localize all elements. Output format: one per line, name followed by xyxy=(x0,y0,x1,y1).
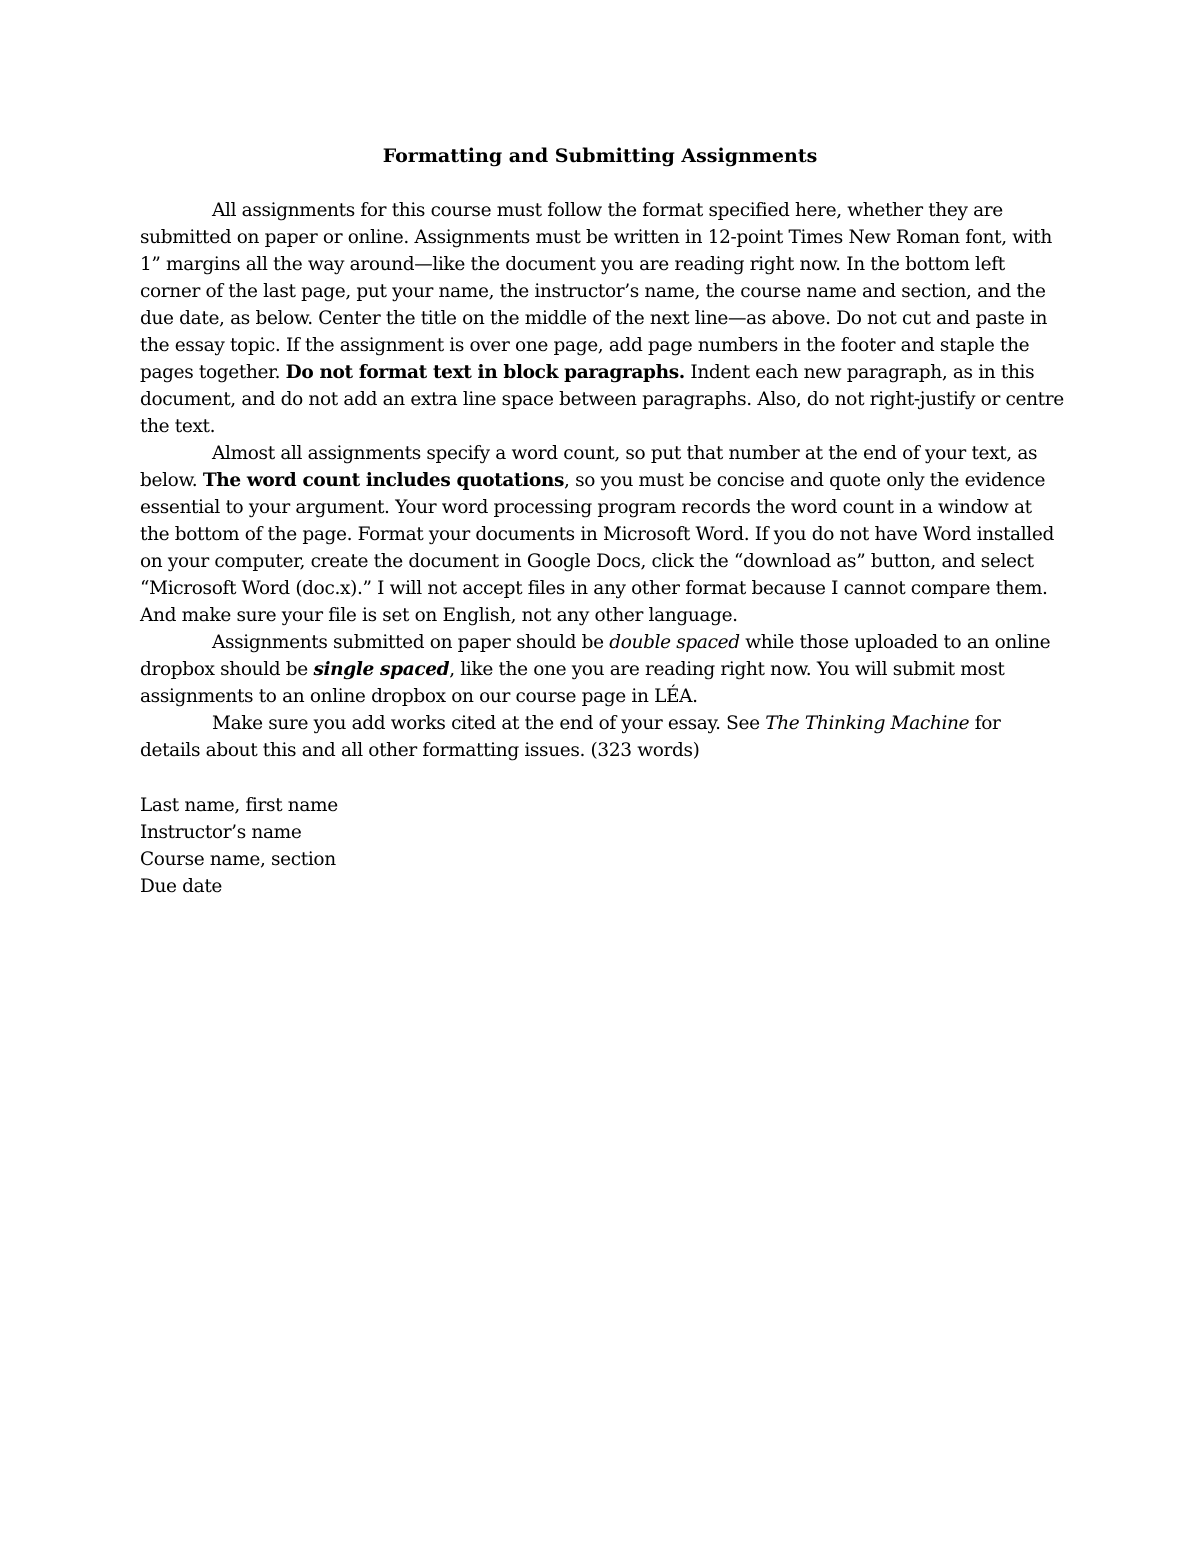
signature-name: Last name, first name xyxy=(140,795,338,816)
signature-course: Course name, section xyxy=(140,849,336,870)
paragraph-works-cited xyxy=(140,710,1065,764)
text-segment: Make sure you add works cited at the end of your essay. See xyxy=(212,713,766,734)
italic-text-segment: The Thinking Machine xyxy=(765,713,970,734)
bold-text-segment: Do not format text in block paragraphs. xyxy=(285,362,685,383)
text-segment: while those uploaded to an online dropbox should be xyxy=(140,632,1051,680)
signature-instructor: Instructor’s name xyxy=(140,822,302,843)
bold-text-segment: The word count includes quotations xyxy=(202,470,565,491)
paragraph-format-rules xyxy=(140,197,1065,440)
paragraph-word-count xyxy=(140,440,1065,629)
document-body xyxy=(140,197,1065,764)
text-segment: , so you must be concise and quote only the evidence essential to your argument. Your word processing program records the word count in a window at the bottom of the page. Format your documents in Microsoft Word. If you do not have Word installed on your computer, create the document in Google Docs, click the “download as” button, and select “Microsoft Word (doc.x).” I will not accept files in any other format because I cannot compare them. And make sure your file is set on English, not any other language. xyxy=(140,470,1054,626)
text-segment: Assignments submitted on paper should be xyxy=(212,632,610,653)
signature-block xyxy=(140,792,338,900)
text-segment: , like the one you are reading right now. You will submit most assignments to an online dropbox on our course page in LÉA. xyxy=(140,659,1005,707)
bold-italic-text-segment: single spaced xyxy=(313,659,450,680)
signature-due-date: Due date xyxy=(140,876,223,897)
text-segment: All assignments for this course must follow the format specified here, whether they are submitted on paper or online. Assignments must be written in 12-point Times New Roman font, with 1” margins all the way around—like the document you are reading right now. In the bottom left corner of the last page, put your name, the instructor’s name, the course name and section, and the due date, as below. Center the title on the middle of the next line—as above. Do not cut and paste in the essay topic. If the assignment is over one page, add page numbers in the footer and staple the pages together. xyxy=(140,200,1052,383)
document-title: Formatting and Submitting Assignments xyxy=(382,145,818,167)
italic-text-segment: double spaced xyxy=(609,632,740,653)
text-segment: for details about this and all other formatting issues. (323 words) xyxy=(140,713,1001,761)
paragraph-spacing xyxy=(140,629,1065,710)
text-segment: Almost all assignments specify a word count, so put that number at the end of your text, as below. xyxy=(140,443,1038,491)
text-segment: Indent each new paragraph, as in this document, and do not add an extra line space between paragraphs. Also, do not right-justify or centre the text. xyxy=(140,362,1064,437)
